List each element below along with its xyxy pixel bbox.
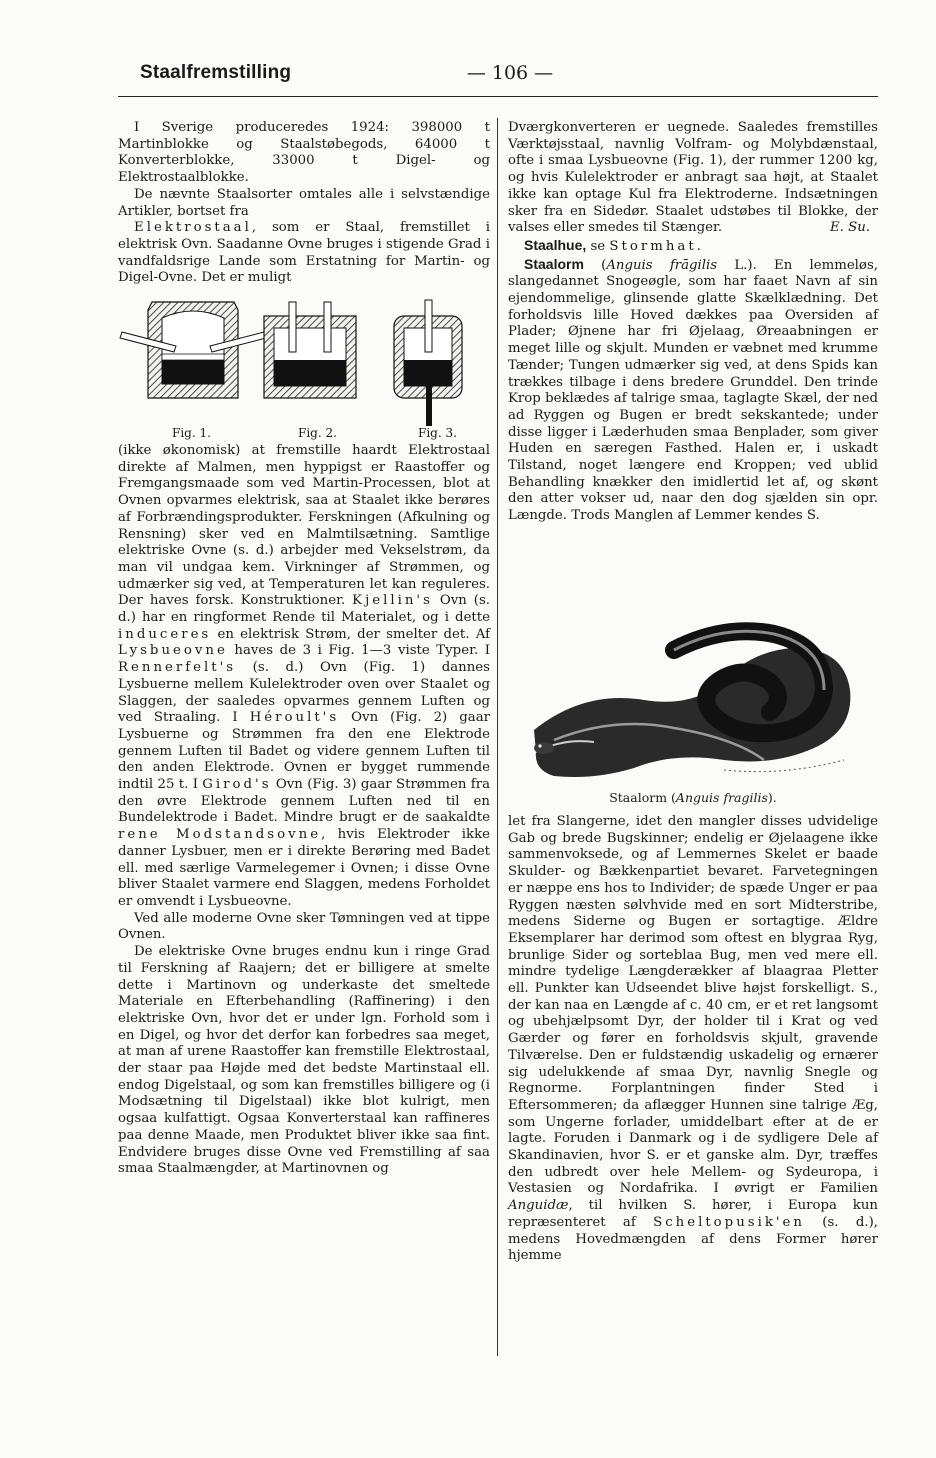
running-header <box>140 60 880 92</box>
term-rennerfelt: Rennerfelt's <box>118 660 237 676</box>
paragraph: (ikke økonomisk) at fremstille haardt Elektrostaal direkte af Malmen, men hyppigst er Raastoffer og Fremgangsmaade som ved Martin-Processen, blot at Ovnen opvarmes elektrisk, saa at Staalet ikke berøres af Forbrændingsprodukter. Ferskningen (Afkulning og Rensning) sker ved en Malmtilsætning. Samtlige elektriske Ovne (s. d.) arbejder med Vekselstrøm, da man vil undgaa kem. Virkninger af Strømmen, og udmærker sig ved, at Temperaturen let kan reguleres. Der haves forsk. Konstruktioner. Kjellin's Ovn (s. d.) har en ringformet Rende til Materialet, og i dette induceres en elektrisk Strøm, der smelter det. Af Lysbueovne haves de 3 i Fig. 1—3 viste Typer. I Rennerfelt's (s. d.) Ovn (Fig. 1) dannes Lysbuerne mellem Kulelektroder oven over Staalet og Slaggen, der saaledes opvarmes gennem Luften og ved Straaling. I Héroult's Ovn (Fig. 2) gaar Lysbuerne og Strømmen fra den ene Elektrode gennem Luften til Badet og videre gennem Luften til den anden Elektrode. Ovnen er bygget rummende indtil 25 t. I Girod's Ovn (Fig. 3) gaar Strømmen fra den øvre Elektrode gennem Luften ned til en Bundelektrode i Badet. Mindre brugt er de saakaldte rene Modstandsovne, hvis Elektroder ikke danner Lysbuer, men er i direkte Berøring med Badet ell. med særlige Varmelegemer i Ovnen; i disse Ovne bliver Staalet varmere end Slaggen, medens Forholdet er omvendt i Lysbueovne. <box>118 443 491 909</box>
fig-3-furnace <box>394 300 462 426</box>
term-kjellin: Kjellin's <box>352 593 433 609</box>
left-column-top <box>118 120 490 287</box>
right-column-top <box>508 120 878 525</box>
column-divider <box>497 118 498 1356</box>
furnace-figures <box>118 298 490 440</box>
paragraph: Dværgkonverteren er uegnede. Saaledes fremstilles Værktøjsstaal, navnlig Volfram- og Molybdænstaal, ofte i smaa Lysbueovne (Fig. 1), der rummer 1200 kg, og hvis Kulelektroder er anbragt saa højt, at Staalet ikke kan optage Kul fra Elektroderne. Indsætningen sker fra en Sidedør. Staalet udstøbes til Blokke, der valses eller smedes til Stænger. E. Su. <box>508 120 878 236</box>
left-column-bottom <box>118 443 490 1178</box>
fig-2-furnace <box>264 302 356 398</box>
term-lysbueovne: Lysbueovne <box>118 643 228 659</box>
term-induceres: induceres <box>118 626 212 642</box>
paragraph: Ved alle moderne Ovne sker Tømningen ved at tippe Ovnen. <box>118 910 490 943</box>
latin-name: Anguis frāgilis <box>606 257 718 273</box>
fig-1-caption: Fig. 1. <box>172 426 211 440</box>
illustration-caption: Staalorm (Anguis fragilis). <box>609 790 777 805</box>
fig-2-caption: Fig. 2. <box>298 426 337 440</box>
headword-staalorm: Staalorm <box>524 255 584 272</box>
fig-3-caption: Fig. 3. <box>418 426 457 440</box>
term-modstandsovne: rene Modstandsovne <box>118 827 322 843</box>
running-title: Staalfremstilling <box>140 62 292 83</box>
page-number: — 106 — <box>466 62 554 84</box>
entry-staalorm: Staalorm (Anguis frāgilis L.). En lemmeløs, slangedannet Snogeøgle, som har faaet Navn af sin ejendommelige, glinsende glatte Skælklædning. Det forholdsvis lille Hoved dækkes paa Oversiden af Plader; Øjnene har fri Øjelaag, Øreaabningen er meget lille og skjult. Munden er væbnet med krumme Tænder; Tungen udmærker sig ved, at dens Spids kan trækkes tilbage i dens bredere Grunddel. Den trinde Krop beklædes af talrige smaa, taglagte Skæl, der ned ad Ryggen og Bugen er bredt sekskantede; under disse ligger i Læderhuden smaa Benplader, som giver Huden en særegen Fasthed. Halen er, i uskadt Tilstand, noget længere end Kroppen; ved ublid Behandling knækker den imidlertid let af, og skønt den atter vokser ud, naar den dog sjælden sin opr. Længde. Trods Manglen af Lemmer kendes S. <box>508 255 878 524</box>
paragraph: De elektriske Ovne bruges endnu kun i ringe Grad til Ferskning af Raajern; det er billigere at smelte dette i Martinovn og underkaste det smeltede Materiale en Efterbehandling (Raffinering) i den elektriske Ovn, hvor det er under lgn. Forhold som i en Digel, og hvor det derfor kan forbedres saa meget, at man af urene Raastoffer kan fremstille Elektrostaal, der staar paa Højde med det bedste Martinstaal ell. endog Digelstaal, og som kan fremstilles billigere og (i Modsætning til Digelstaal) ikke blot kulrigt, men ogsaa kulfattigt. Ogsaa Konverterstaal kan raffineres paa denne Maade, men Produktet bliver ikke saa fint. Endvidere bruges disse Ovne ved Fremstilling af saa smaa Staalmængder, at Martinovnen og <box>118 944 490 1177</box>
headword-staalhue: Staalhue, <box>524 236 587 253</box>
author-signature: E. Su. <box>829 220 870 236</box>
family-name: Anguidæ <box>508 1198 569 1214</box>
cross-reference: Scheltopusik'en <box>653 1214 805 1230</box>
slow-worm-illustration <box>524 620 864 782</box>
fig-1-furnace <box>120 302 266 398</box>
header-rule <box>118 96 878 97</box>
cross-reference: Stormhat <box>609 238 697 254</box>
right-column-bottom <box>508 814 878 1265</box>
term-elektrostaal: Elektrostaal <box>134 220 252 236</box>
paragraph: let fra Slangerne, idet den mangler disses udvidelige Gab og brede Bugskinner; endelig er Øjelaagene ikke sammenvoksede, og af Lemmernes Skelet er baade Skulder- og Bækkenpartiet bevaret. Farvetegningen er næppe ens hos to Individer; de spæde Unger er paa Ryggen næsten sølvhvide med en sort Midterstribe, medens Siderne og Bugen er sortagtige. Ældre Eksemplarer har derimod som oftest en blygraa Ryg, brunlige Sider og sorteblaa Bug, men ved mere ell. mindre tydelige Længderækker af blaagraa Pletter ell. Punkter kan Udseendet blive højst forskelligt. S., der kan naa en Længde af c. 40 cm, er et ret langsomt og ubehjælpsomt Dyr, der holder til i Krat og ved Gærder og fører en forholdsvis skjult, gravende Tilværelse. Den er fuldstændig uskadelig og ernærer sig udelukkende af smaa Dyr, navnlig Snegle og Regnorme. Forplantningen finder Sted i Eftersommeren; da aflægger Hunnen sine talrige Æg, som Ungerne forlader, umiddelbart efter at de er lagte. Foruden i Danmark og i de sydligere Dele af Skandinavien, hvor S. er et ganske alm. Dyr, træffes den udbredt over hele Mellem- og Sydeuropa, i Vestasien og Nordafrika. I øvrigt er Familien Anguidæ, til hvilken S. hører, i Europa kun repræsenteret af Scheltopusik'en (s. d.), medens Hovedmængden af dens Former hører hjemme <box>508 814 878 1264</box>
paragraph: De nævnte Staalsorter omtales alle i selvstændige Artikler, bortset fra <box>118 186 490 219</box>
term-girod: Girod's <box>202 777 272 793</box>
paragraph: Elektrostaal, som er Staal, fremstillet i elektrisk Ovn. Saadanne Ovne bruges i stigende Grad i vandfaldsrige Lande som Erstatning for Martin- og Digel-Ovne. Det er muligt <box>118 220 490 286</box>
term-heroult: Héroult's <box>249 710 340 726</box>
paragraph: I Sverige produceredes 1924: 398000 t Martinblokke og Staalstøbegods, 64000 t Konverterblokke, 33000 t Digel- og Elektrostaalblokke. <box>118 120 490 186</box>
entry-staalhue: Staalhue, se Stormhat. <box>524 236 701 254</box>
